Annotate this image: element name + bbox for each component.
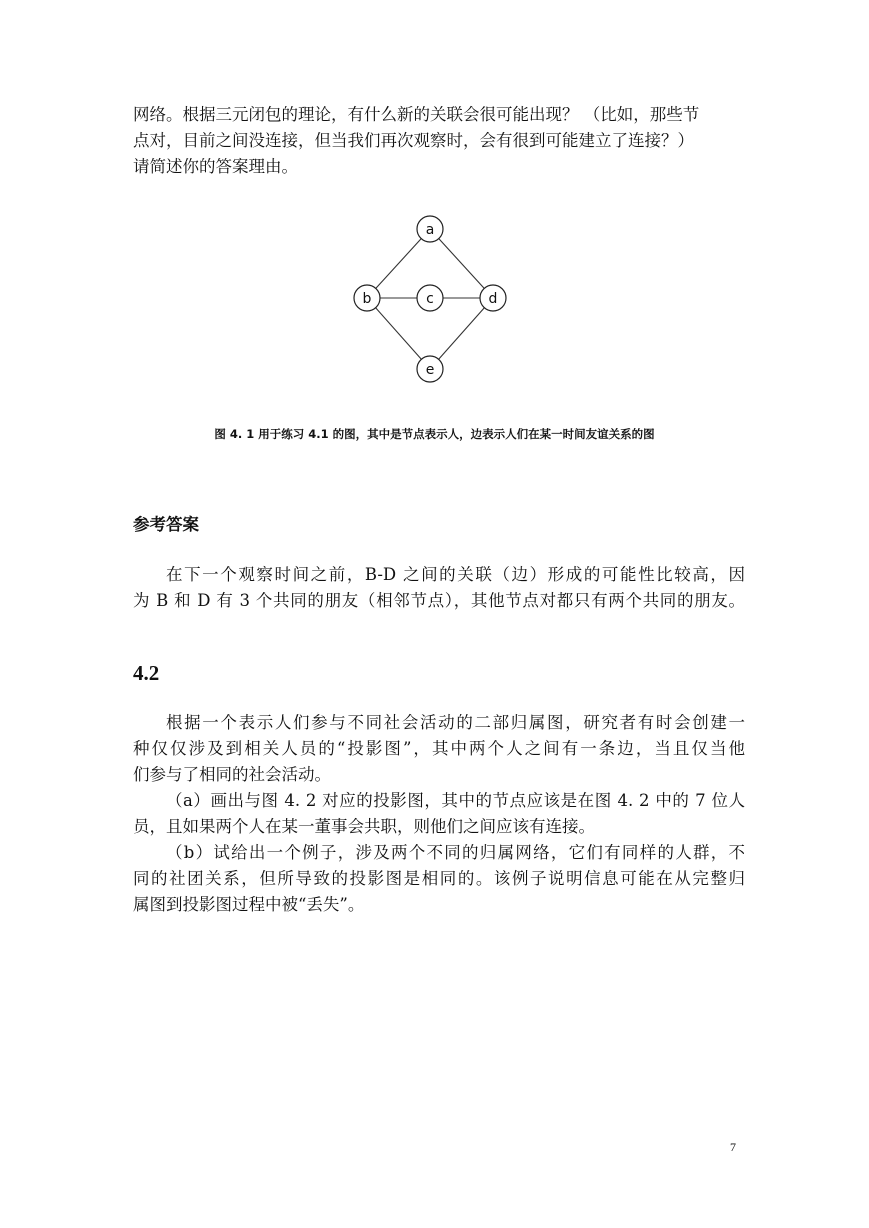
answer-line-1: 在下一个观察时间之前，B-D 之间的关联（边）形成的可能性比较高，因 [166,565,745,584]
edge-d-e [430,298,493,369]
figure-caption: 图 4. 1 用于练习 4.1 的图，其中是节点表示人，边表示人们在某一时间友谊关系的图 [214,427,655,441]
answer-paragraph [133,562,745,614]
page-number: 7 [730,1140,736,1154]
node-a-label: a [425,222,435,238]
edge-a-d [430,229,493,298]
node-b-label: b [362,291,372,307]
p3-line-1: （b）试给出一个例子，涉及两个不同的归属网络，它们有同样的人群，不 [166,843,745,862]
p1-line-2: 种仅仅涉及到相关人员的“投影图”，其中两个人之间有一条边，当且仅当他 [133,739,745,758]
node-d-label: d [488,291,498,307]
graph-figure [340,205,520,390]
p3-line-2: 同的社团关系，但所导致的投影图是相同的。该例子说明信息可能在从完整归 [133,869,745,888]
node-b [354,285,380,311]
edge-a-b [367,229,430,298]
intro-line-1: 网络。根据三元闭包的理论，有什么新的关联会很可能出现？ （比如，那些节 [133,105,700,124]
p2-line-1: （a）画出与图 4. 2 对应的投影图，其中的节点应该是在图 4. 2 中的 7 位人 [166,791,745,810]
section-paragraph-1 [133,710,745,788]
section-paragraph-3 [133,840,745,918]
intro-line-2: 点对，目前之间没连接，但当我们再次观察时，会有很到可能建立了连接？） [133,131,694,150]
answer-heading: 参考答案 [133,515,199,534]
p3-line-3: 属图到投影图过程中被“丢失”。 [133,895,365,914]
node-a [417,216,443,242]
p2-line-2: 员，且如果两个人在某一董事会共职，则他们之间应该有连接。 [133,817,595,836]
edge-b-e [367,298,430,369]
node-c [417,285,443,311]
node-e-label: e [425,362,435,378]
intro-paragraph [133,102,745,180]
node-c-label: c [426,291,434,307]
node-d [480,285,506,311]
section-paragraph-2 [133,788,745,840]
node-e [417,356,443,382]
intro-line-3: 请简述你的答案理由。 [133,157,298,176]
section-heading: 4.2 [133,661,160,685]
p1-line-1: 根据一个表示人们参与不同社会活动的二部归属图，研究者有时会创建一 [166,713,745,732]
p1-line-3: 们参与了相同的社会活动。 [133,765,331,784]
answer-line-2: 为 B 和 D 有 3 个共同的朋友（相邻节点），其他节点对都只有两个共同的朋友。 [133,591,745,610]
